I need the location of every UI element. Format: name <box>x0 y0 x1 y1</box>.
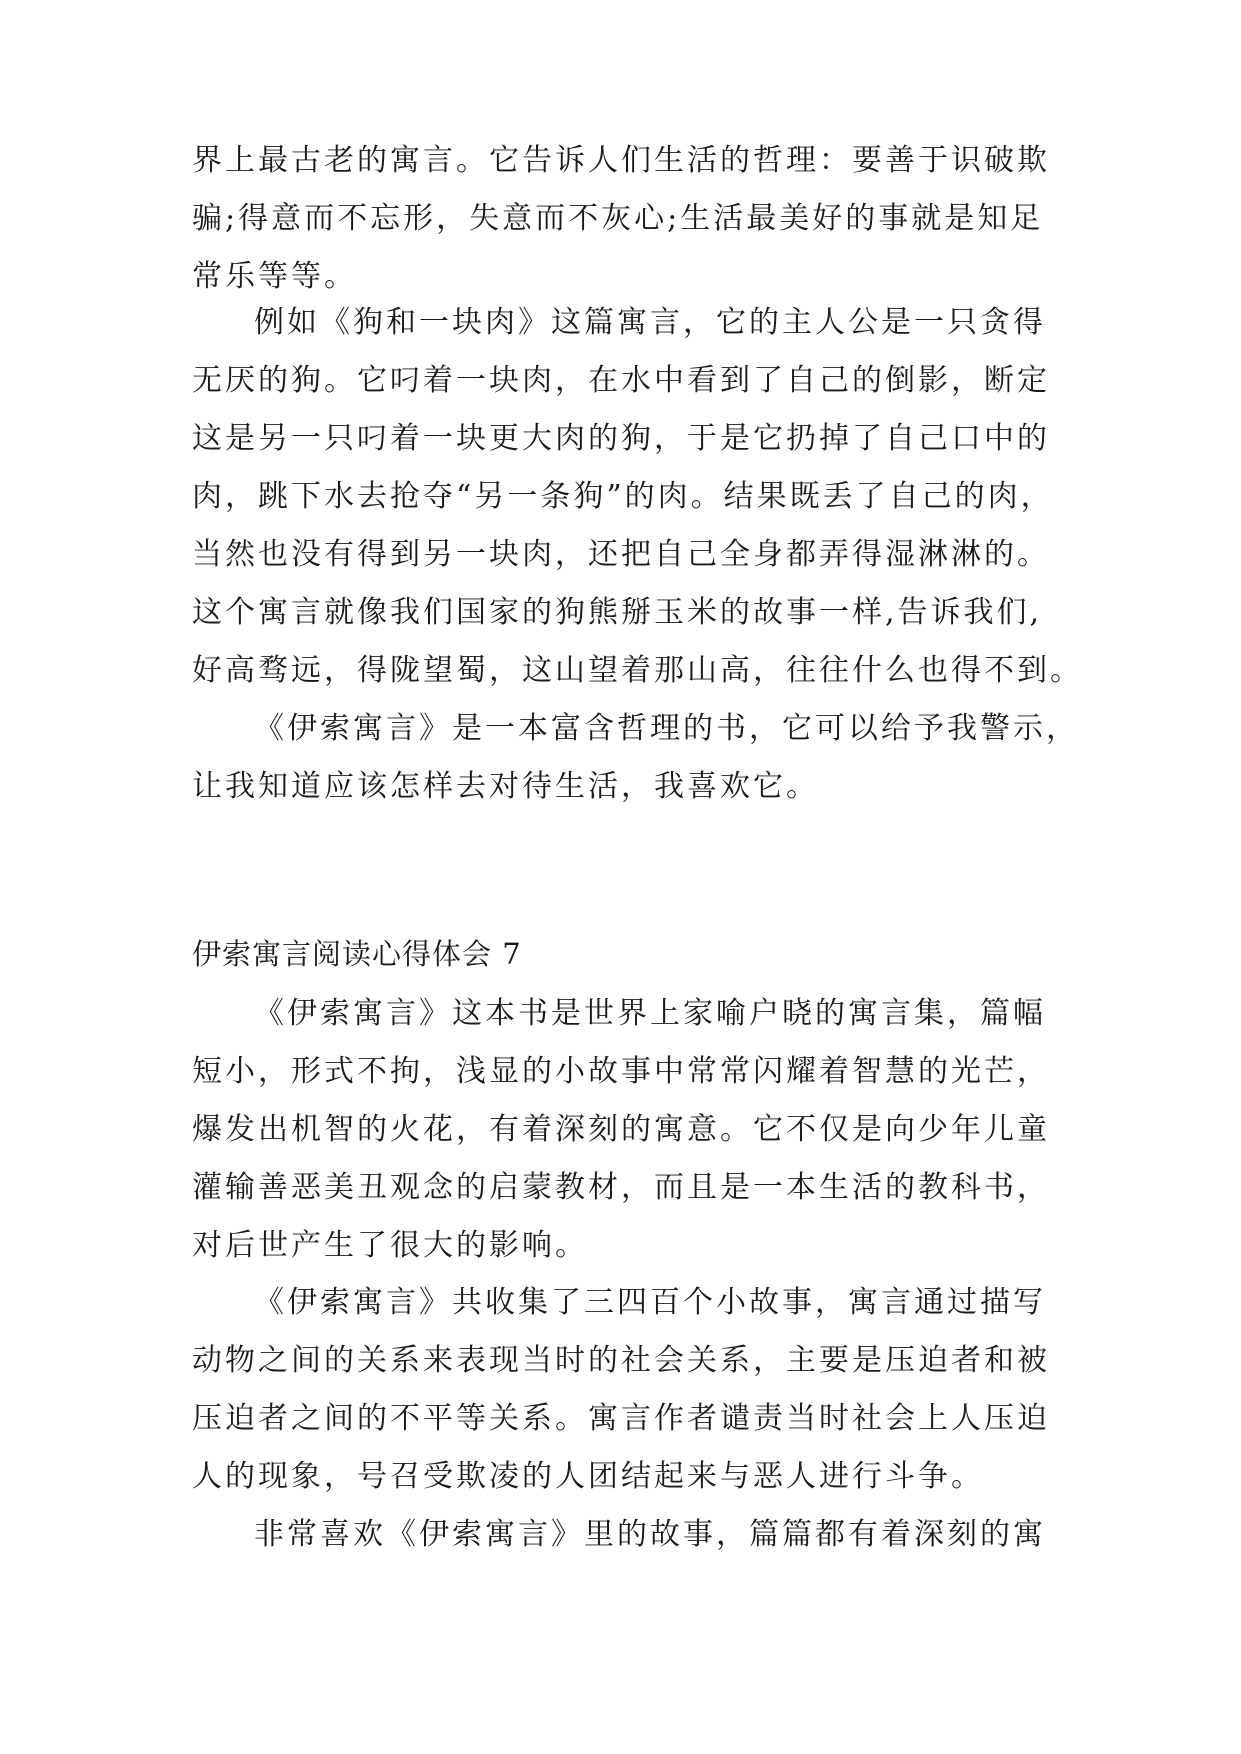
text-line: 好高骛远，得陇望蜀，这山望着那山高，往往什么也得不到。 <box>192 653 1083 688</box>
text-line: 《伊索寓言》这本书是世界上家喻户晓的寓言集，篇幅 <box>254 996 1046 1031</box>
text-line: 这个寓言就像我们国家的狗熊掰玉米的故事一样,告诉我们, <box>192 595 1043 630</box>
text-line: 当然也没有得到另一块肉，还把自己全身都弄得湿淋淋的。 <box>192 537 1050 572</box>
text-line: 《伊索寓言》是一本富含哲理的书，它可以给予我警示， <box>254 711 1079 746</box>
paragraph-closing <box>192 1506 1072 1564</box>
text-line: 骗;得意而不忘形，失意而不灰心;生活最美好的事就是知足 <box>192 201 1044 236</box>
text-line: 这是另一只叼着一块更大肉的狗，于是它扔掉了自己口中的 <box>192 421 1050 456</box>
text-line: 爆发出机智的火花，有着深刻的寓意。它不仅是向少年儿童 <box>192 1112 1050 1147</box>
text-line: 《伊索寓言》共收集了三四百个小故事，寓言通过描写 <box>254 1285 1046 1320</box>
paragraph-collection <box>192 1274 1072 1506</box>
text-line: 肉，跳下水去抢夺“另一条狗”的肉。结果既丢了自己的肉， <box>192 479 1054 514</box>
text-line: 例如《狗和一块肉》这篇寓言，它的主人公是一只贪得 <box>254 305 1046 340</box>
text-line: 让我知道应该怎样去对待生活，我喜欢它。 <box>192 769 819 804</box>
text-line: 人的现象，号召受欺凌的人团结起来与恶人进行斗争。 <box>192 1459 984 1494</box>
text-line: 常乐等等。 <box>192 259 357 294</box>
text-line: 压迫者之间的不平等关系。寓言作者谴责当时社会上人压迫 <box>192 1401 1050 1436</box>
text-line: 界上最古老的寓言。它告诉人们生活的哲理：要善于识破欺 <box>192 143 1050 178</box>
text-line: 无厌的狗。它叼着一块肉，在水中看到了自己的倒影，断定 <box>192 363 1050 398</box>
text-line: 非常喜欢《伊索寓言》里的故事，篇篇都有着深刻的寓 <box>254 1517 1046 1552</box>
paragraph-introduction <box>192 985 1072 1275</box>
paragraph-conclusion <box>192 700 1079 816</box>
paragraph-dog-and-meat <box>192 294 1083 700</box>
text-line: 对后世产生了很大的影响。 <box>192 1228 588 1263</box>
section-heading: 伊索寓言阅读心得体会 7 <box>192 937 522 971</box>
text-line: 灌输善恶美丑观念的启蒙教材，而且是一本生活的教科书， <box>192 1170 1050 1205</box>
paragraph-continuation <box>192 132 1072 306</box>
text-line: 动物之间的关系来表现当时的社会关系，主要是压迫者和被 <box>192 1343 1050 1378</box>
text-line: 短小，形式不拘，浅显的小故事中常常闪耀着智慧的光芒， <box>192 1054 1050 1089</box>
section-heading-block <box>192 925 1072 983</box>
